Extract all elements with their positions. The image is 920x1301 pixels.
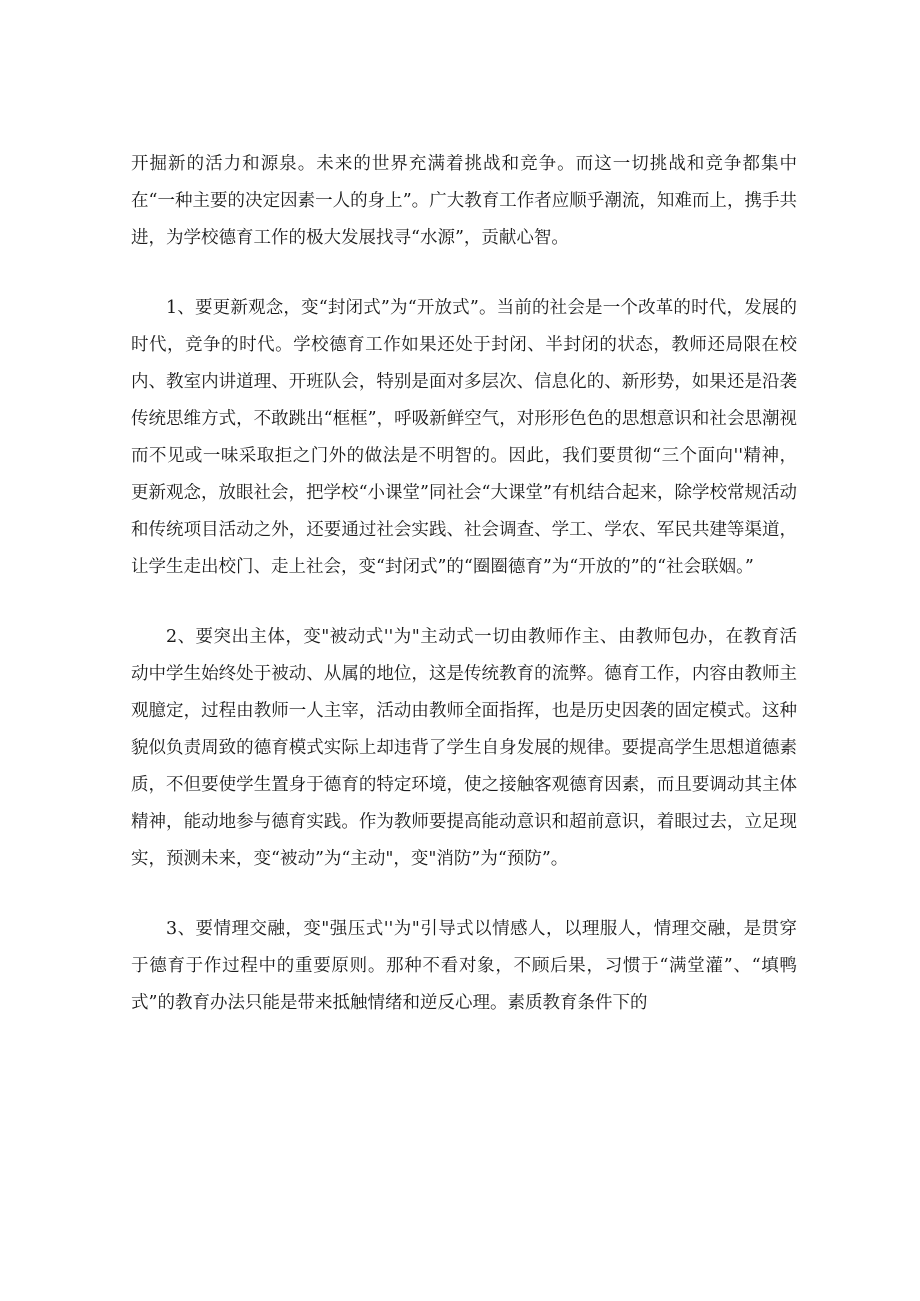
paragraph-intro: 开掘新的活力和源泉。未来的世界充满着挑战和竞争。而这一切挑战和竞争都集中在“一种主要的决定因素一人的身上”。广大教育工作者应顺乎潮流，知难而上，携手共进，为学校德育工作的极大发展找寻“水源”，贡献心智。 — [131, 154, 797, 248]
document-body — [131, 146, 797, 1022]
paragraph-point-1: 1、要更新观念，变“封闭式”为“开放式”。当前的社会是一个改革的时代，发展的时代，竞争的时代。学校德育工作如果还处于封闭、半封闭的状态，教师还局限在校内、教室内讲道理、开班队会，特别是面对多层次、信息化的、新形势，如果还是沿袭传统思维方式，不敢跳出“框框”，呼吸新鲜空气，对形形色色的思想意识和社会思潮视而不见或一味采取拒之门外的做法是不明智的。因此，我们要贯彻“三个面向''精神，更新观念，放眼社会，把学校“小课堂”同社会“大课堂”有机结合起来，除学校常规活动和传统项目活动之外，还要通过社会实践、社会调查、学工、学农、军民共建等渠道，让学生走出校门、走上社会，变“封闭式”的“圈圈德育”为“开放的”的“社会联姻。” — [131, 298, 797, 577]
paragraph-point-3: 3、要情理交融，变"强压式''为"引导式以情感人，以理服人，情理交融，是贯穿于德育于作过程中的重要原则。那种不看对象，不顾后果，习惯于“满堂灌”、“填鸭式”的教育办法只能是带来抵触情绪和逆反心理。素质教育条件下的 — [131, 919, 797, 1013]
paragraph-point-2: 2、要突出主体，变"被动式''为"主动式一切由教师作主、由教师包办，在教育活动中学生始终处于被动、从属的地位，这是传统教育的流弊。德育工作，内容由教师主观臆定，过程由教师一人主宰，活动由教师全面指挥，也是历史因袭的固定模式。这种貌似负责周致的德育模式实际上却违背了学生自身发展的规律。要提高学生思想道德素质，不但要使学生置身于德育的特定环境，使之接触客观德育因素，而且要调动其主体精神，能动地参与德育实践。作为教师要提高能动意识和超前意识，着眼过去，立足现实，预测未来，变“被动”为“主动"，变"消防”为“预防”。 — [131, 627, 797, 869]
